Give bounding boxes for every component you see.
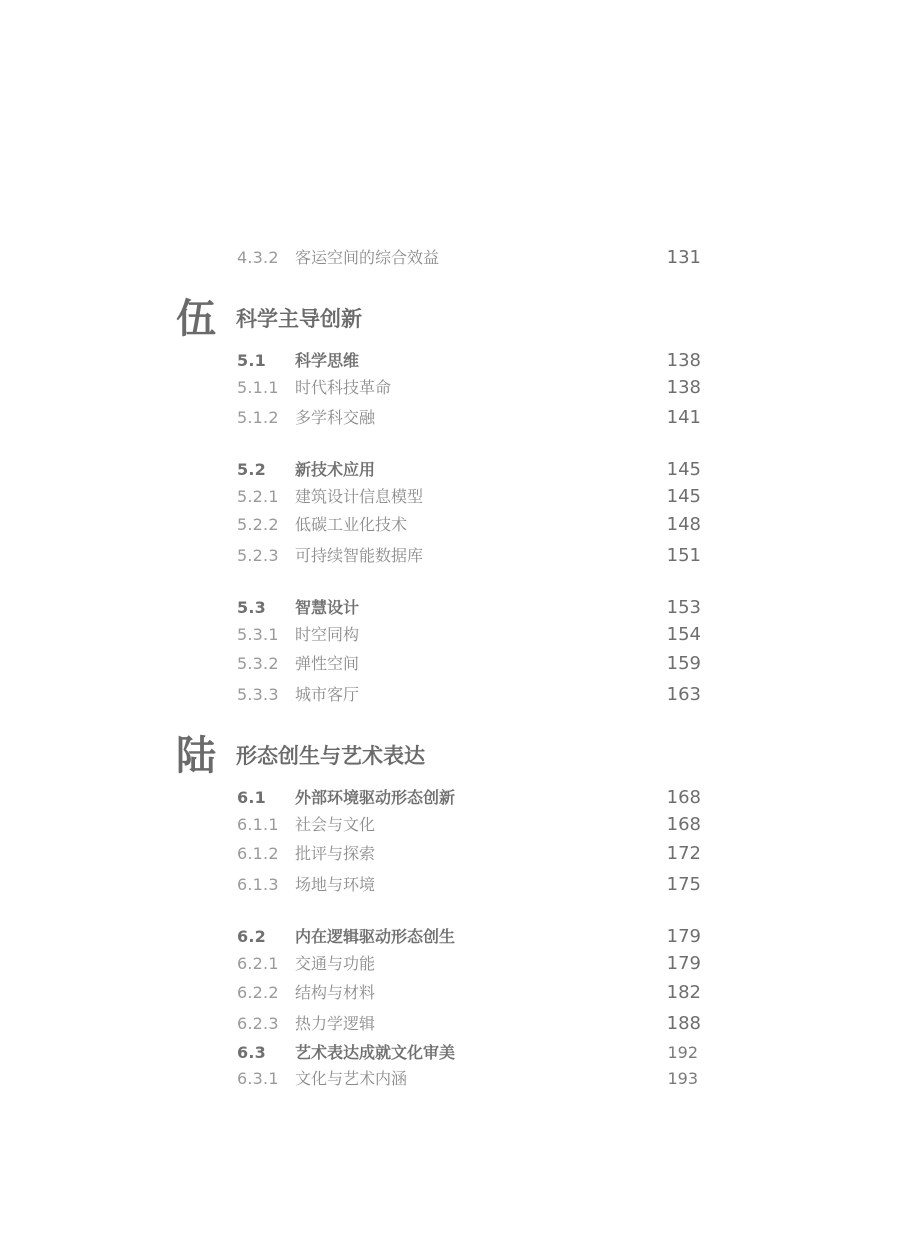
entry-title: 城市客厅 (295, 685, 360, 704)
toc-entry-6-1-1[interactable] (0, 812, 900, 838)
toc-entry-5-3-1[interactable] (0, 622, 900, 648)
entry-title: 外部环境驱动形态创新 (295, 788, 456, 807)
entry-number: 6.2 (237, 927, 266, 946)
chapter-numeral: 伍 (176, 296, 216, 342)
entry-page: 154 (666, 624, 701, 645)
entry-page: 168 (666, 814, 701, 835)
toc-entry-5-1-2[interactable] (0, 405, 900, 431)
entry-page: 138 (666, 350, 701, 371)
entry-title: 场地与环境 (295, 875, 376, 894)
chapter-title: 科学主导创新 (236, 307, 362, 331)
entry-title: 建筑设计信息模型 (295, 487, 424, 506)
chapter-numeral: 陆 (176, 733, 216, 779)
entry-title: 文化与艺术内涵 (295, 1069, 408, 1088)
entry-number: 5.2.1 (237, 487, 279, 506)
toc-entry-6-2-2[interactable] (0, 980, 900, 1006)
entry-number: 6.2.2 (237, 983, 279, 1002)
toc-entry-5-2-1[interactable] (0, 484, 900, 510)
entry-page: 179 (666, 926, 701, 947)
entry-number: 5.2.2 (237, 515, 279, 534)
entry-number: 6.3.1 (237, 1069, 279, 1088)
entry-number: 5.3 (237, 598, 266, 617)
toc-entry-5-3-2[interactable] (0, 651, 900, 677)
entry-number: 6.2.1 (237, 954, 279, 973)
entry-title: 低碳工业化技术 (295, 515, 408, 534)
entry-title: 内在逻辑驱动形态创生 (295, 927, 456, 946)
entry-number: 5.3.3 (237, 685, 279, 704)
toc-entry-5-1-1[interactable] (0, 375, 900, 401)
entry-title: 弹性空间 (295, 654, 360, 673)
entry-number: 4.3.2 (237, 248, 279, 267)
chapter-6-heading[interactable] (0, 733, 900, 779)
toc-entry-6-2-1[interactable] (0, 951, 900, 977)
entry-title: 艺术表达成就文化审美 (295, 1043, 456, 1062)
entry-number: 6.2.3 (237, 1014, 279, 1033)
entry-number: 6.1.1 (237, 815, 279, 834)
entry-page: 172 (666, 843, 701, 864)
toc-entry-4-3-2[interactable] (0, 245, 900, 271)
entry-page: 179 (666, 953, 701, 974)
toc-entry-6-1-2[interactable] (0, 841, 900, 867)
entry-title: 科学思维 (295, 351, 360, 370)
entry-title: 交通与功能 (295, 954, 376, 973)
toc-entry-5-2-2[interactable] (0, 512, 900, 538)
entry-page: 188 (666, 1013, 701, 1034)
entry-number: 5.1.2 (237, 408, 279, 427)
entry-title: 批评与探索 (295, 844, 376, 863)
entry-page: 182 (666, 982, 701, 1003)
entry-page: 153 (666, 597, 701, 618)
toc-entry-6-2[interactable] (0, 924, 900, 950)
toc-entry-5-3-3[interactable] (0, 682, 900, 708)
entry-number: 6.3 (237, 1043, 266, 1062)
entry-page: 168 (666, 787, 701, 808)
entry-number: 5.1.1 (237, 378, 279, 397)
entry-number: 5.3.1 (237, 625, 279, 644)
entry-title: 热力学逻辑 (295, 1014, 376, 1033)
entry-title: 新技术应用 (295, 460, 376, 479)
entry-number: 6.1.3 (237, 875, 279, 894)
toc-entry-5-1[interactable] (0, 348, 900, 374)
entry-page: 131 (666, 247, 701, 268)
entry-page: 145 (666, 459, 701, 480)
entry-page: 138 (666, 377, 701, 398)
entry-page: 163 (666, 684, 701, 705)
entry-page: 151 (666, 545, 701, 566)
entry-number: 5.3.2 (237, 654, 279, 673)
entry-page: 159 (666, 653, 701, 674)
toc-entry-5-2-3[interactable] (0, 543, 900, 569)
entry-title: 结构与材料 (295, 983, 376, 1002)
chapter-title: 形态创生与艺术表达 (236, 744, 425, 768)
toc-entry-6-2-3[interactable] (0, 1011, 900, 1037)
entry-number: 6.1 (237, 788, 266, 807)
chapter-5-heading[interactable] (0, 296, 900, 342)
entry-page: 193 (667, 1069, 698, 1088)
toc-entry-5-2[interactable] (0, 457, 900, 483)
entry-title: 智慧设计 (295, 598, 360, 617)
entry-number: 5.1 (237, 351, 266, 370)
entry-page: 145 (666, 486, 701, 507)
entry-title: 社会与文化 (295, 815, 376, 834)
entry-page: 141 (666, 407, 701, 428)
toc-entry-6-3[interactable] (0, 1040, 900, 1066)
entry-title: 多学科交融 (295, 408, 376, 427)
toc-entry-5-3[interactable] (0, 595, 900, 621)
entry-title: 时空同构 (295, 625, 360, 644)
entry-title: 可持续智能数据库 (295, 546, 424, 565)
toc-entry-6-1[interactable] (0, 785, 900, 811)
entry-page: 148 (666, 514, 701, 535)
entry-page: 175 (666, 874, 701, 895)
toc-entry-6-3-1[interactable] (0, 1066, 900, 1092)
entry-title: 客运空间的综合效益 (295, 248, 440, 267)
entry-number: 5.2 (237, 460, 266, 479)
entry-title: 时代科技革命 (295, 378, 392, 397)
entry-page: 192 (667, 1043, 698, 1062)
toc-entry-6-1-3[interactable] (0, 872, 900, 898)
entry-number: 5.2.3 (237, 546, 279, 565)
entry-number: 6.1.2 (237, 844, 279, 863)
